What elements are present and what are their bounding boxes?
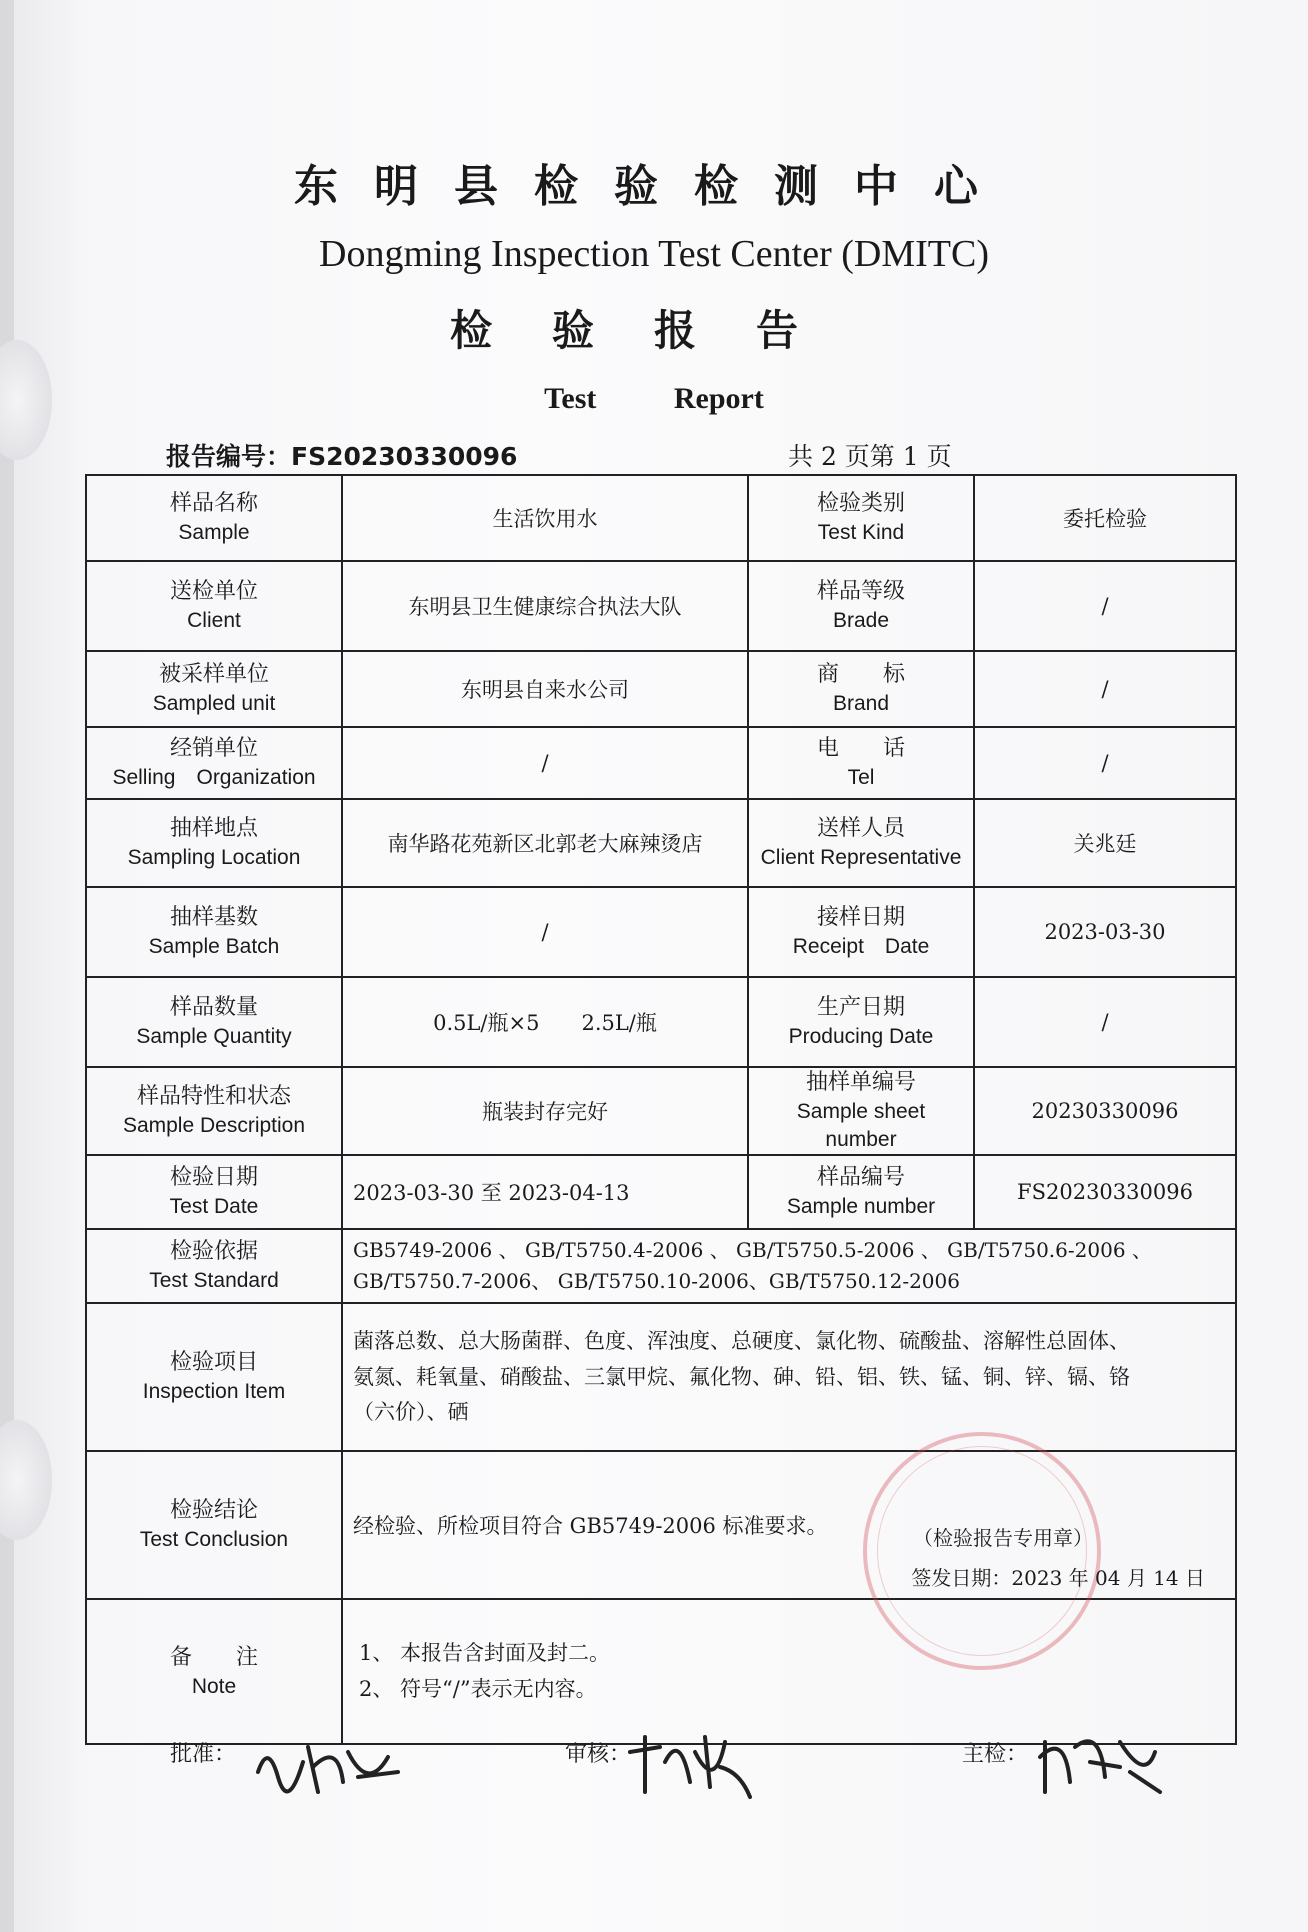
label-test-kind: 检验类别 Test Kind xyxy=(748,475,974,561)
table-row xyxy=(86,1303,1236,1451)
label-brade: 样品等级 Brade xyxy=(748,561,974,651)
label-test-standard: 检验依据 Test Standard xyxy=(86,1229,342,1303)
value-sample-sheet-number: 20230330096 xyxy=(974,1067,1236,1155)
value-test-date: 2023-03-30 至 2023-04-13 xyxy=(342,1155,748,1229)
label-selling-org: 经销单位 Selling Organization xyxy=(86,727,342,799)
inspector-label: 主检： xyxy=(962,1742,1029,1767)
label-test-conclusion: 检验结论 Test Conclusion xyxy=(86,1451,342,1599)
value-client: 东明县卫生健康综合执法大队 xyxy=(342,561,748,651)
reviewer-signature xyxy=(620,1722,760,1802)
value-sample-batch: / xyxy=(342,887,748,977)
center-title-en: Dongming Inspection Test Center (DMITC) xyxy=(319,233,989,275)
report-title-cn: 检验报告 xyxy=(449,306,858,355)
approver-signature xyxy=(248,1722,408,1802)
approver-label: 批准： xyxy=(170,1742,237,1767)
official-seal xyxy=(863,1432,1101,1670)
table-row xyxy=(86,977,1236,1067)
label-producing-date: 生产日期 Producing Date xyxy=(748,977,974,1067)
value-test-conclusion xyxy=(342,1451,1236,1599)
conclusion-text: 经检验、所检项目符合 GB5749-2006 标准要求。 xyxy=(353,1514,828,1539)
center-title-cn: 东明县检验检测中心 xyxy=(294,161,1014,212)
issue-date: 签发日期：2023 年 04 月 14 日 xyxy=(911,1566,1205,1591)
value-sample-description: 瓶装封存完好 xyxy=(342,1067,748,1155)
seal-label: （检验报告专用章） xyxy=(913,1526,1093,1551)
table-row xyxy=(86,887,1236,977)
table-row xyxy=(86,727,1236,799)
value-sample: 生活饮用水 xyxy=(342,475,748,561)
value-sample-quantity: 0.5L/瓶×5 2.5L/瓶 xyxy=(342,977,748,1067)
label-sample-sheet-number: 抽样单编号 Sample sheet number xyxy=(748,1067,974,1155)
table-row xyxy=(86,651,1236,727)
value-client-rep: 关兆廷 xyxy=(974,799,1236,887)
table-row xyxy=(86,1067,1236,1155)
value-receipt-date: 2023-03-30 xyxy=(974,887,1236,977)
table-row xyxy=(86,1155,1236,1229)
label-client-rep: 送样人员 Client Representative xyxy=(748,799,974,887)
label-tel: 电 话 Tel xyxy=(748,727,974,799)
label-note: 备 注 Note xyxy=(86,1599,342,1744)
label-test-date: 检验日期 Test Date xyxy=(86,1155,342,1229)
page-info: 共 2 页第 1 页 xyxy=(788,442,952,471)
report-number xyxy=(166,437,517,473)
label-sample-batch: 抽样基数 Sample Batch xyxy=(86,887,342,977)
label-sample-description: 样品特性和状态 Sample Description xyxy=(86,1067,342,1155)
label-sampled-unit: 被采样单位 Sampled unit xyxy=(86,651,342,727)
value-producing-date: / xyxy=(974,977,1236,1067)
reviewer-label: 审核： xyxy=(565,1742,632,1767)
table-row xyxy=(86,799,1236,887)
table-row xyxy=(86,1451,1236,1599)
label-sampling-location: 抽样地点 Sampling Location xyxy=(86,799,342,887)
label-receipt-date: 接样日期 Receipt Date xyxy=(748,887,974,977)
label-sample-number: 样品编号 Sample number xyxy=(748,1155,974,1229)
value-test-kind: 委托检验 xyxy=(974,475,1236,561)
value-selling-org: / xyxy=(342,727,748,799)
value-tel: / xyxy=(974,727,1236,799)
report-number-value: FS20230330096 xyxy=(291,442,518,471)
value-note: 1、 本报告含封面及封二。 2、 符号“/”表示无内容。 xyxy=(342,1599,1236,1744)
label-inspection-item: 检验项目 Inspection Item xyxy=(86,1303,342,1451)
value-inspection-item: 菌落总数、总大肠菌群、色度、浑浊度、总硬度、氯化物、硫酸盐、溶解性总固体、 氨氮、耗氧量、硝酸盐、三氯甲烷、氟化物、砷、铅、铝、铁、锰、铜、锌、镉、铬 （六价）、硒 xyxy=(342,1303,1236,1451)
label-client: 送检单位 Client xyxy=(86,561,342,651)
table-row xyxy=(86,475,1236,561)
report-number-label: 报告编号： xyxy=(166,442,292,471)
value-sample-number: FS20230330096 xyxy=(974,1155,1236,1229)
value-brade: / xyxy=(974,561,1236,651)
value-test-standard: GB5749-2006 、 GB/T5750.4-2006 、 GB/T5750.5-2006 、 GB/T5750.6-2006 、 GB/T5750.7-2006、 GB/T5750.10-2006、GB/T5750.12-2006 xyxy=(342,1229,1236,1303)
label-sample-quantity: 样品数量 Sample Quantity xyxy=(86,977,342,1067)
value-brand: / xyxy=(974,651,1236,727)
label-sample: 样品名称 Sample xyxy=(86,475,342,561)
report-table xyxy=(85,474,1237,1745)
table-row xyxy=(86,561,1236,651)
label-brand: 商 标 Brand xyxy=(748,651,974,727)
inspector-signature xyxy=(1030,1722,1170,1802)
report-title-en: Test Report xyxy=(544,382,764,415)
value-sampling-location: 南华路花苑新区北郭老大麻辣烫店 xyxy=(342,799,748,887)
value-sampled-unit: 东明县自来水公司 xyxy=(342,651,748,727)
table-row xyxy=(86,1229,1236,1303)
